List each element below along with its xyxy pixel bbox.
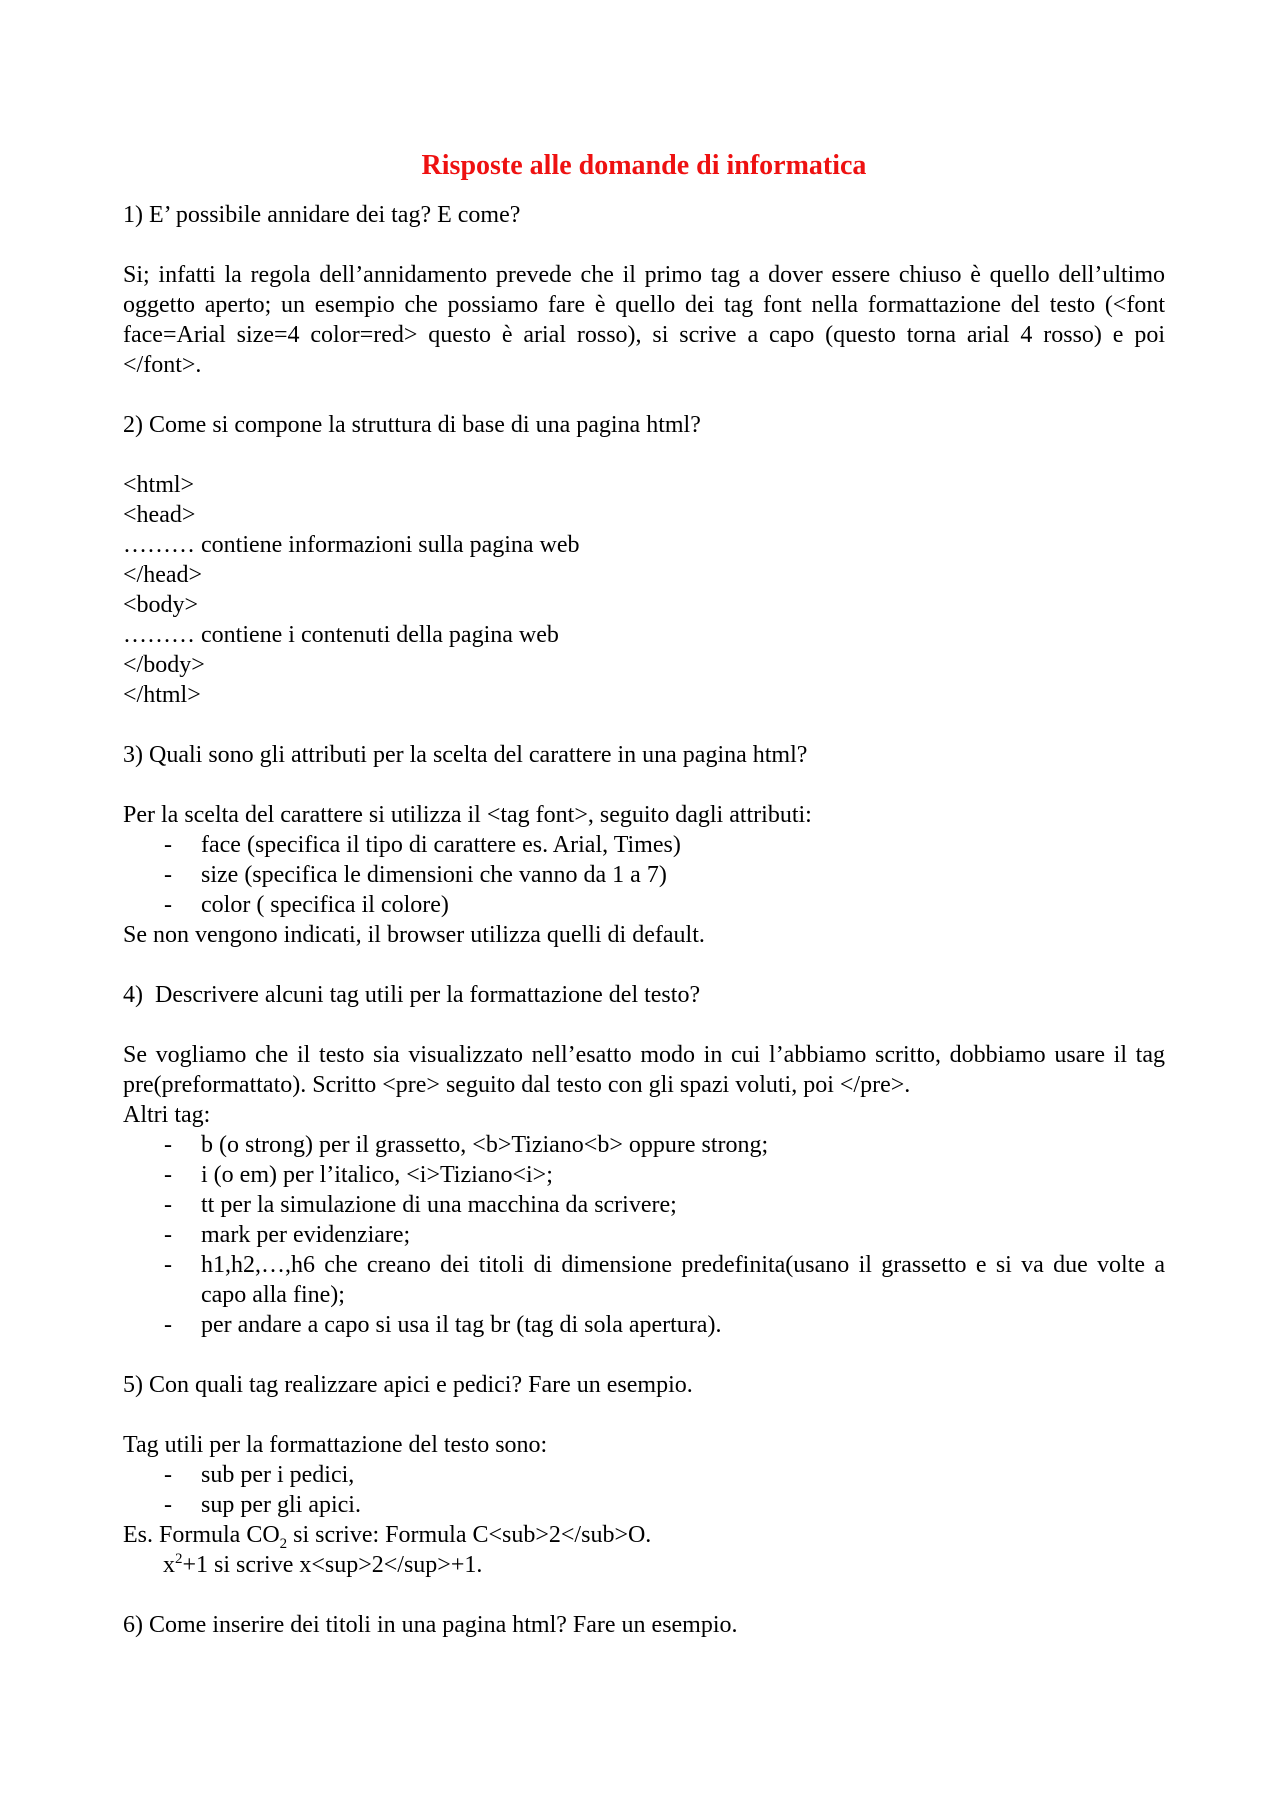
answer-4-others-label: Altri tag:: [123, 1102, 211, 1128]
answer-3-intro: Per la scelta del carattere si utilizza il <tag font>, seguito dagli attributi:: [123, 802, 812, 828]
example-text: x: [163, 1552, 175, 1578]
dash-bullet: -: [164, 1132, 172, 1158]
example-text: Es. Formula CO: [123, 1522, 280, 1548]
code-line: <body>: [123, 592, 199, 618]
list-item-text: size (specifica le dimensioni che vanno da 1 a 7): [201, 862, 667, 888]
list-item: [123, 1190, 1165, 1220]
dash-bullet: -: [164, 892, 172, 918]
list-item-text: tt per la simulazione di una macchina da scrivere;: [201, 1192, 677, 1218]
list-item-text: color ( specifica il colore): [201, 892, 449, 918]
question-2: 2) Come si compone la struttura di base di una pagina html?: [123, 412, 701, 438]
question-4: 4) Descrivere alcuni tag utili per la formattazione del testo?: [123, 982, 701, 1008]
list-item-text: b (o strong) per il grassetto, <b>Tiziano<b> oppure strong;: [201, 1132, 769, 1158]
font-attributes-list: [123, 830, 1165, 920]
example-text: +1 si scrive x<sup>2</sup>+1.: [182, 1552, 483, 1578]
answer-1: Si; infatti la regola dell’annidamento prevede che il primo tag a dover essere chiuso è quello dell’ultimo oggetto aperto; un esempio che possiamo fare è quello dei tag font nella formattazione del testo (<font face=Arial size=4 color=red> questo è arial rosso), si scrive a capo (questo torna arial 4 rosso) e poi </font>.: [123, 262, 1165, 378]
list-item-text: per andare a capo si usa il tag br (tag di sola apertura).: [201, 1312, 722, 1338]
code-line: <html>: [123, 472, 195, 498]
dash-bullet: -: [164, 1492, 172, 1518]
dash-bullet: -: [164, 862, 172, 888]
question-1: 1) E’ possibile annidare dei tag? E come?: [123, 202, 521, 228]
superscript: 2: [175, 1551, 183, 1567]
list-item: [123, 1460, 1165, 1490]
spacer: [123, 1400, 1165, 1430]
question-5: 5) Con quali tag realizzare apici e pedici? Fare un esempio.: [123, 1372, 693, 1398]
dash-bullet: -: [164, 1222, 172, 1248]
list-item-text: face (specifica il tipo di carattere es. Arial, Times): [201, 832, 681, 858]
spacer: [123, 230, 1165, 260]
formatting-tags-list: [123, 1130, 1165, 1340]
dash-bullet: -: [164, 1312, 172, 1338]
list-item: [123, 890, 1165, 920]
subscript: 2: [279, 1535, 288, 1552]
list-item: [123, 1160, 1165, 1190]
list-item: [123, 1490, 1165, 1520]
code-line: </head>: [123, 562, 203, 588]
list-item-text: sup per gli apici.: [201, 1492, 361, 1518]
answer-5-intro: Tag utili per la formattazione del testo sono:: [123, 1432, 548, 1458]
answer-3-outro: Se non vengono indicati, il browser utilizza quelli di default.: [123, 922, 705, 948]
spacer: [123, 1340, 1165, 1370]
question-3: 3) Quali sono gli attributi per la scelta del carattere in una pagina html?: [123, 742, 808, 768]
dash-bullet: -: [164, 1162, 172, 1188]
answer-4: Se vogliamo che il testo sia visualizzato nell’esatto modo in cui l’abbiamo scritto, dobbiamo usare il tag pre(preformattato). Scritto <pre> seguito dal testo con gli spazi voluti, poi </pre>.: [123, 1042, 1165, 1098]
dash-bullet: -: [164, 1192, 172, 1218]
list-item: [123, 860, 1165, 890]
spacer: [123, 770, 1165, 800]
code-line: </html>: [123, 682, 201, 708]
spacer: [123, 710, 1165, 740]
list-item-text: h1,h2,…,h6 che creano dei titoli di dimensione predefinita(usano il grassetto e si va due volte a capo alla fine);: [201, 1252, 1165, 1308]
list-item-text: i (o em) per l’italico, <i>Tiziano<i>;: [201, 1162, 553, 1188]
code-line: <head>: [123, 502, 196, 528]
dash-bullet: -: [164, 1462, 172, 1488]
dash-bullet: -: [164, 832, 172, 858]
list-item: [123, 1310, 1165, 1340]
list-item: [123, 830, 1165, 860]
question-6: 6) Come inserire dei titoli in una pagina html? Fare un esempio.: [123, 1612, 738, 1638]
spacer: [123, 440, 1165, 470]
dash-bullet: -: [164, 1252, 172, 1278]
list-item-text: mark per evidenziare;: [201, 1222, 411, 1248]
example-text: si scrive: Formula C<sub>2</sub>O.: [287, 1522, 652, 1548]
spacer: [123, 380, 1165, 410]
code-line: ……… contiene informazioni sulla pagina web: [123, 532, 580, 558]
html-structure-code: [123, 470, 1165, 710]
document-page: [123, 148, 1165, 1640]
example-subscript: [123, 1520, 1165, 1550]
code-line: ……… contiene i contenuti della pagina web: [123, 622, 559, 648]
document-title: Risposte alle domande di informatica: [421, 150, 867, 181]
spacer: [123, 950, 1165, 980]
list-item-text: sub per i pedici,: [201, 1462, 355, 1488]
list-item: [123, 1250, 1165, 1310]
code-line: </body>: [123, 652, 205, 678]
list-item: [123, 1130, 1165, 1160]
list-item: [123, 1220, 1165, 1250]
example-superscript: [123, 1550, 1165, 1580]
sub-sup-list: [123, 1460, 1165, 1520]
spacer: [123, 1010, 1165, 1040]
spacer: [123, 1580, 1165, 1610]
